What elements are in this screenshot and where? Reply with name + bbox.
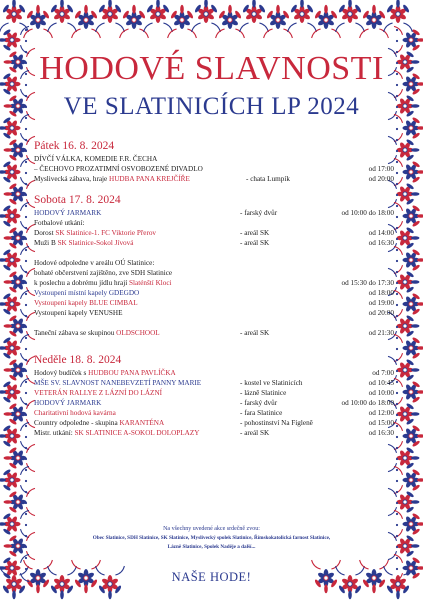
ornament-dot [396, 491, 398, 493]
event-title: DÍVČÍ VÁLKA, KOMEDIE F.R. ČECHA [34, 155, 158, 163]
ornament-dot [396, 150, 398, 152]
event-title: Charitativní hodová kavárna [34, 409, 116, 417]
folk-flower-ornament [4, 136, 35, 163]
ornament-dot [25, 436, 27, 438]
program-row [34, 154, 394, 164]
ornament-dot [396, 315, 398, 317]
folk-flower-ornament [192, 0, 221, 32]
ornament-dot [396, 546, 398, 548]
ornament-dot [25, 414, 27, 416]
ornament-dot [396, 425, 398, 427]
program-row [34, 258, 394, 268]
event-time: od 18:00 [368, 289, 394, 297]
folk-flower-ornament [312, 5, 341, 38]
event-place: - lázně Slatinice [240, 389, 287, 397]
ornament-dot [396, 194, 398, 196]
event-time: od 7:00 [372, 369, 394, 377]
event-title: Vystoupení místní kapely GDEGDO [34, 289, 140, 297]
program-row [34, 278, 394, 288]
ornament-dot [396, 216, 398, 218]
ornament-dot [396, 524, 398, 526]
ornament-dot [396, 557, 398, 559]
section-label: Fotbalové utkání: [34, 219, 85, 227]
program-row [34, 328, 394, 338]
event-title: Hodové odpoledne v areálu OÚ Slatinice: [34, 259, 155, 267]
event-title: MŠE SV. SLAVNOST NANEBEVZETÍ PANNY MARIE [34, 379, 202, 387]
folk-flower-ornament [0, 422, 29, 449]
event-title: Dorost [34, 229, 56, 237]
folk-flower-ornament [4, 224, 35, 251]
ornament-dot [25, 249, 27, 251]
event-place: - areál SK [240, 229, 270, 237]
ornament-dot [396, 282, 398, 284]
event-time: od 21:30 [368, 329, 394, 337]
folk-flower-ornament [394, 466, 423, 493]
folk-flower-ornament [0, 334, 29, 361]
folk-flower-ornament [0, 0, 28, 32]
event-time: od 10:00 do 18:00 [341, 209, 394, 217]
ornament-dot [396, 293, 398, 295]
slogan: NAŠE HODE! [171, 570, 252, 584]
event-time: od 15:00 [368, 419, 394, 427]
organizers-footer [60, 525, 363, 552]
ornament-dot [25, 139, 27, 141]
ornament-dot [25, 216, 27, 218]
folk-flower-ornament [0, 290, 29, 317]
ornament-dot [396, 183, 398, 185]
ornament-dot [25, 458, 27, 460]
event-time: od 20:00 [368, 175, 394, 183]
ornament-dot [396, 414, 398, 416]
event-place: - areál SK [240, 429, 270, 437]
ornament-dot [396, 238, 398, 240]
folk-flower-ornament [394, 246, 423, 273]
folk-flower-ornament [264, 5, 293, 38]
ornament-dot [25, 304, 27, 306]
ornament-dot [25, 326, 27, 328]
folk-flower-ornament [4, 356, 35, 383]
ornament-dot [25, 359, 27, 361]
ornament-dot [25, 348, 27, 350]
ornament-dot [25, 403, 27, 405]
ornament-dot [396, 469, 398, 471]
folk-flower-ornament [394, 422, 423, 449]
ornament-dot [396, 480, 398, 482]
ornament-dot [25, 337, 27, 339]
ornament-dot [25, 502, 27, 504]
event-title: Taneční zábava se skupinou [34, 329, 117, 337]
folk-flower-ornament [0, 510, 29, 537]
program [34, 140, 394, 438]
ornament-dot [25, 205, 27, 207]
ornament-dot [25, 524, 27, 526]
folk-flower-ornament [48, 0, 77, 32]
folk-flower-ornament [0, 202, 29, 229]
ornament-dot [396, 337, 398, 339]
ornament-dot [396, 227, 398, 229]
ornament-dot [396, 392, 398, 394]
folk-flower-ornament [394, 290, 423, 317]
folk-flower-ornament [394, 202, 423, 229]
folk-flower-ornament [4, 400, 35, 427]
folk-flower-ornament [360, 5, 389, 38]
event-time: od 10:45 [368, 379, 394, 387]
folk-flower-ornament [394, 510, 423, 537]
band-name: OLDSCHOOL [116, 329, 160, 337]
event-title: – ČECHOVO PROZATIMNÍ OSVOBOZENÉ DIVADLO [34, 165, 203, 173]
folk-flower-ornament [388, 488, 419, 515]
event-description: bohaté občerstvení zajištěno, zve SDH Slatinice [34, 269, 173, 277]
match-teams: SK SLATINICE A-SOKOL DOLOPLAZY [74, 429, 200, 437]
ornament-dot [25, 425, 27, 427]
band-name: Slaténští Kloci [129, 279, 172, 287]
program-row [34, 268, 394, 278]
ornament-dot [25, 29, 27, 31]
ornament-dot [25, 227, 27, 229]
ornament-dot [25, 161, 27, 163]
event-place: - areál SK [240, 239, 270, 247]
event-time: od 14:00 [368, 229, 394, 237]
program-row [34, 368, 394, 378]
folk-flower-ornament [24, 5, 53, 38]
event-place: - areál SK [240, 329, 270, 337]
day-heading-saturday: Sobota 17. 8. 2024 [34, 194, 121, 206]
folk-flower-ornament [4, 312, 35, 339]
ornament-dot [396, 403, 398, 405]
event-time: od 19:00 [368, 299, 394, 307]
band-name: HUDBA PANA KREJČÍŘE [109, 175, 190, 183]
folk-flower-ornament [394, 158, 423, 185]
event-place: - chata Lumpík [246, 175, 290, 183]
folk-flower-ornament [4, 444, 35, 471]
folk-flower-ornament [0, 466, 29, 493]
event-title: Mistr. utkání: [34, 429, 75, 437]
program-row [34, 174, 394, 184]
ornament-dot [25, 546, 27, 548]
ornament-dot [25, 238, 27, 240]
band-name: KARANTÉNA [119, 419, 165, 427]
program-row [34, 418, 394, 428]
program-row [34, 288, 394, 298]
ornament-dot [396, 348, 398, 350]
folk-flower-ornament [0, 378, 29, 405]
poster-title: HODOVÉ SLAVNOSTI [39, 50, 384, 87]
ornament-dot [25, 282, 27, 284]
ornament-dot [25, 557, 27, 559]
ornament-dot [396, 161, 398, 163]
ornament-dot [25, 381, 27, 383]
ornament-dot [396, 249, 398, 251]
event-time: od 16:30 [368, 239, 394, 247]
folk-flower-ornament [388, 532, 419, 559]
event-title: Myslivecká zábava, hraje [34, 175, 110, 183]
ornament-dot [25, 513, 27, 515]
ornament-dot [25, 260, 27, 262]
folk-flower-ornament [168, 5, 197, 38]
day-heading-sunday: Neděle 18. 8. 2024 [34, 354, 122, 366]
folk-flower-ornament [120, 5, 149, 38]
folk-flower-ornament [288, 0, 317, 32]
ornament-dot [25, 183, 27, 185]
ornament-dot [25, 194, 27, 196]
band-name: HUDBOU PANA PAVLÍČKA [88, 369, 176, 377]
ornament-dot [25, 315, 27, 317]
event-title: Vystoupení kapely BLUE CIMBAL [34, 299, 138, 307]
day-heading-friday: Pátek 16. 8. 2024 [34, 140, 115, 152]
folk-flower-ornament [4, 532, 35, 559]
ornament-dot [396, 447, 398, 449]
folk-flower-ornament [144, 0, 173, 32]
event-place: - pohostinství Na Fígleně [240, 419, 313, 427]
ornament-dot [25, 271, 27, 273]
ornament-dot [25, 469, 27, 471]
event-title: HODOVÝ JARMARK [34, 399, 102, 407]
ornament-dot [25, 40, 27, 42]
event-time: od 10:00 do 18:00 [341, 399, 394, 407]
ornament-dot [396, 172, 398, 174]
program-row [34, 378, 394, 388]
organizers-list: Lázně Slatinice, Spolek Naděje a další... [167, 544, 256, 550]
ornament-dot [396, 535, 398, 537]
ornament-dot [396, 40, 398, 42]
ornament-dot [25, 172, 27, 174]
ornament-dot [396, 128, 398, 130]
organizers-list: Obec Slatinice, SDH Slatinice, SK Slatinice, Myslivecký spolek Slatinice, Římskokatolická farnost Slatinice, [92, 535, 331, 541]
event-title: Hodový budíček s [34, 369, 89, 377]
folk-flower-ornament [96, 0, 125, 32]
ornament-dot [25, 535, 27, 537]
program-row [34, 398, 394, 408]
ornament-dot [396, 370, 398, 372]
ornament-dot [396, 458, 398, 460]
program-row [34, 164, 394, 174]
event-place: - farský dvůr [240, 209, 278, 217]
ornament-dot [396, 381, 398, 383]
event-title: HODOVÝ JARMARK [34, 209, 102, 217]
ornament-dot [396, 205, 398, 207]
folk-flower-ornament [72, 5, 101, 38]
program-row [34, 428, 394, 438]
folk-flower-ornament [240, 0, 269, 32]
match-teams: SK Slatinice-Sokol Jívová [57, 239, 134, 247]
ornament-dot [396, 436, 398, 438]
event-place: - farský dvůr [240, 399, 278, 407]
folk-flower-ornament [0, 158, 29, 185]
folk-flower-ornament [216, 5, 245, 38]
folk-flower-ornament [394, 334, 423, 361]
ornament-dot [25, 491, 27, 493]
event-description: k poslechu a dobrému jídlu hrají [34, 279, 130, 287]
program-row [34, 238, 394, 248]
folk-flower-ornament [4, 180, 35, 207]
ornament-dot [396, 29, 398, 31]
folk-flower-ornament [394, 378, 423, 405]
program-row [34, 388, 394, 398]
ornament-dot [396, 139, 398, 141]
ornament-dot [396, 359, 398, 361]
ornament-dot [25, 480, 27, 482]
program-row [34, 308, 394, 318]
event-title: Vystoupení kapely VENUSHE [34, 309, 123, 317]
ornament-dot [396, 271, 398, 273]
program-row [34, 228, 394, 238]
ornament-dot [25, 150, 27, 152]
event-title: Country odpoledne - skupina [34, 419, 120, 427]
event-title: VETERÁN RALLYE Z LÁZNÍ DO LÁZNÍ [34, 389, 163, 397]
ornament-dot [396, 502, 398, 504]
event-time: od 12:00 [368, 409, 394, 417]
ornament-dot [25, 370, 27, 372]
program-row [34, 218, 394, 228]
event-title: Muži B [34, 239, 58, 247]
program-row [34, 298, 394, 308]
ornament-dot [396, 326, 398, 328]
event-time: od 15:30 do 17:30 [341, 279, 394, 287]
event-time: od 20:00 [368, 309, 394, 317]
event-time: od 17:00 [368, 165, 394, 173]
folk-flower-ornament [4, 488, 35, 515]
event-place: - kostel ve Slatinicích [240, 379, 303, 387]
folk-flower-ornament [384, 0, 413, 32]
organizers-intro: Na všechny uvedené akce srdečně zvou: [163, 526, 260, 532]
match-teams: SK Slatinice-1. FC Viktorie Přerov [55, 229, 157, 237]
ornament-dot [396, 260, 398, 262]
poster-subtitle: VE SLATINICÍCH LP 2024 [63, 93, 360, 120]
event-place: - fara Slatinice [240, 409, 283, 417]
ornament-dot [396, 304, 398, 306]
program-row [34, 408, 394, 418]
folk-flower-ornament [0, 246, 29, 273]
event-time: od 10:00 [368, 389, 394, 397]
folk-flower-ornament [4, 268, 35, 295]
ornament-dot [25, 447, 27, 449]
folk-flower-ornament [336, 0, 365, 32]
ornament-dot [25, 293, 27, 295]
ornament-dot [25, 128, 27, 130]
event-time: od 16:30 [368, 429, 394, 437]
program-row [34, 208, 394, 218]
folk-flower-ornament [388, 444, 419, 471]
ornament-dot [25, 392, 27, 394]
ornament-dot [396, 513, 398, 515]
